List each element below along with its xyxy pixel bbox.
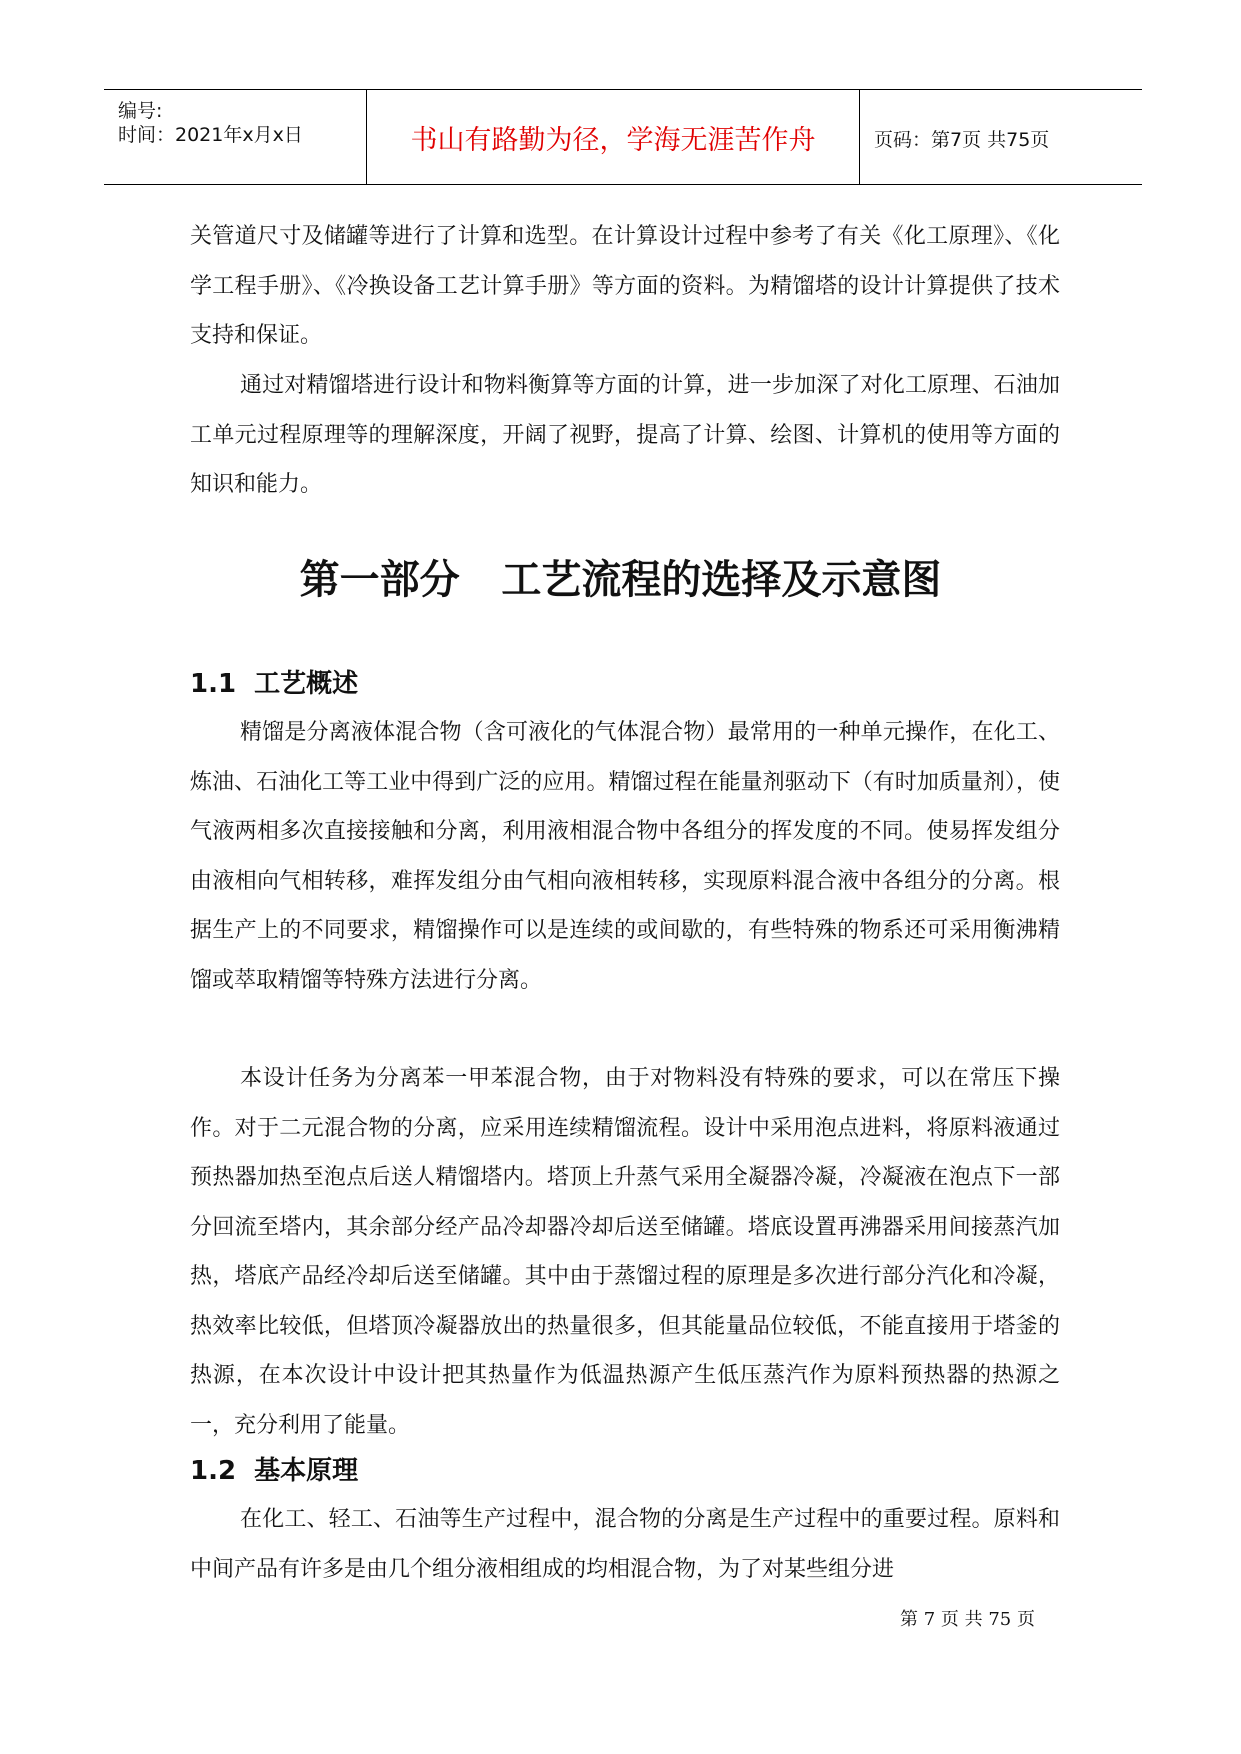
header-motto-cell <box>366 90 860 184</box>
intro-paragraph-2: 通过对精馏塔进行设计和物料衡算等方面的计算，进一步加深了对化工原理、石油加工单元过程原理等的理解深度，开阔了视野，提高了计算、绘图、计算机的使用等方面的知识和能力。 <box>190 373 1060 497</box>
section-1-2-paragraph-1: 在化工、轻工、石油等生产过程中，混合物的分离是生产过程中的重要过程。原料和中间产品有许多是由几个组分液相组成的均相混合物，为了对某些组分进 <box>190 1507 1060 1582</box>
page-footer: 第 7 页 共 75 页 <box>900 1609 1035 1630</box>
header-page-cell <box>860 90 1142 184</box>
page-header <box>104 89 1142 185</box>
number-label: 编号: <box>118 100 163 122</box>
intro-paragraph-1: 关管道尺寸及储罐等进行了计算和选型。在计算设计过程中参考了有关《化工原理》、《化学工程手册》、《冷换设备工艺计算手册》等方面的资料。为精馏塔的设计计算提供了技术支持和保证。 <box>190 224 1060 348</box>
header-left-cell <box>104 90 366 184</box>
page-info: 页码：第7页 共75页 <box>874 129 1050 151</box>
chapter-title: 第一部分 工艺流程的选择及示意图 <box>299 557 942 603</box>
section-heading-1-2: 1.2 基本原理 <box>190 1456 359 1486</box>
motto-text: 书山有路勤为径，学海无涯苦作舟 <box>410 125 816 156</box>
section-1-1-paragraph-2: 本设计任务为分离苯一甲苯混合物，由于对物料没有特殊的要求，可以在常压下操作。对于二元混合物的分离，应采用连续精馏流程。设计中采用泡点进料，将原料液通过预热器加热至泡点后送人精馏塔内。塔顶上升蒸气采用全凝器冷凝，冷凝液在泡点下一部分回流至塔内，其余部分经产品冷却器冷却后送至储罐。塔底设置再沸器采用间接蒸汽加热，塔底产品经冷却后送至储罐。其中由于蒸馏过程的原理是多次进行部分汽化和冷凝，热效率比较低，但塔顶冷凝器放出的热量很多，但其能量品位较低，不能直接用于塔釜的热源，在本次设计中设计把其热量作为低温热源产生低压蒸汽作为原料预热器的热源之一，充分利用了能量。 <box>190 1066 1060 1438</box>
time-label: 时间：2021年x月x日 <box>118 124 303 146</box>
section-heading-1-1: 1.1 工艺概述 <box>190 669 359 699</box>
section-1-1-paragraph-1: 精馏是分离液体混合物（含可液化的气体混合物）最常用的一种单元操作，在化工、炼油、石油化工等工业中得到广泛的应用。精馏过程在能量剂驱动下（有时加质量剂），使气液两相多次直接接触和分离，利用液相混合物中各组分的挥发度的不同。使易挥发组分由液相向气相转移，难挥发组分由气相向液相转移，实现原料混合液中各组分的分离。根据生产上的不同要求，精馏操作可以是连续的或间歇的，有些特殊的物系还可采用衡沸精馏或萃取精馏等特殊方法进行分离。 <box>190 720 1060 993</box>
